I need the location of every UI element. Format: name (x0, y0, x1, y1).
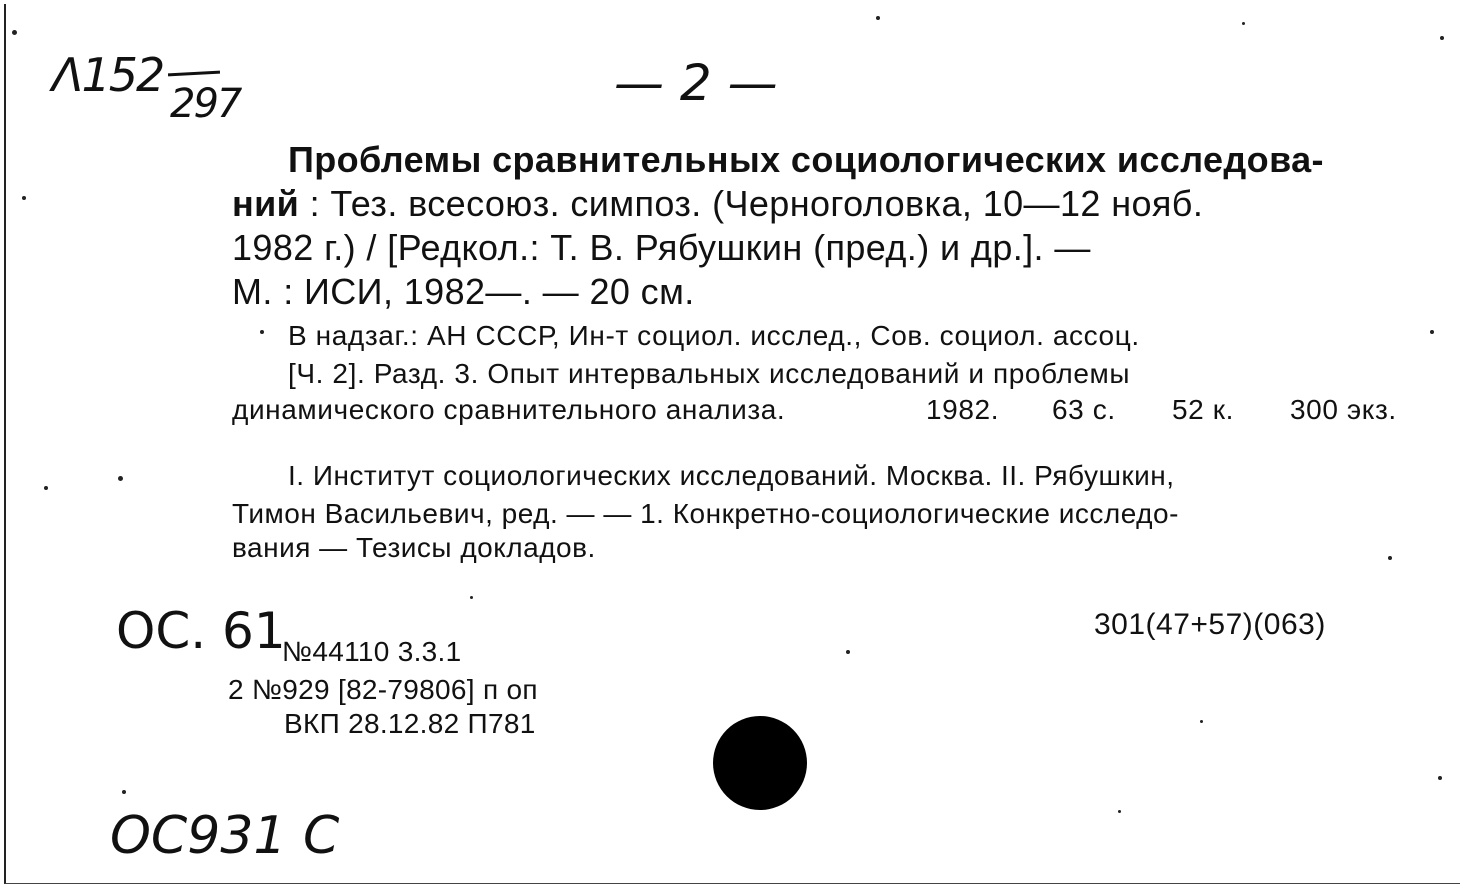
handwritten-shelf-code: OC. 61 (116, 602, 286, 660)
shelfmark-sub: 297 (170, 81, 241, 127)
scan-speck (12, 30, 17, 35)
note-copies: 300 экз. (1290, 394, 1397, 425)
catalog-line-1: №44110 3.3.1 (282, 636, 462, 667)
note-pages: 63 с. (1052, 394, 1116, 425)
note-line-1: В надзаг.: АН СССР, Ин-т социол. исслед., Сов. социол. ассоц. (288, 320, 1140, 351)
scan-speck (1440, 36, 1444, 40)
catalog-line-3: ВКП 28.12.82 П781 (284, 708, 536, 739)
scan-speck (1118, 810, 1121, 813)
scan-speck (118, 476, 123, 481)
note-price: 52 к. (1172, 394, 1234, 425)
note-line-3: динамического сравнительного анализа. (232, 394, 786, 425)
handwritten-bottom-code: OC931 C (110, 806, 340, 866)
tracing-line-2: Тимон Васильевич, ред. — — 1. Конкретно-социологические исследо- (232, 498, 1179, 529)
title-line-2-bold: ний (232, 183, 300, 224)
tracing-line-1: I. Институт социологических исследований. Москва. II. Рябушкин, (288, 460, 1175, 491)
scan-speck (470, 596, 473, 599)
shelfmark-fraction-bar (168, 71, 220, 77)
scan-speck (1430, 330, 1434, 334)
title-line-2 (232, 183, 1204, 224)
udc-code: 301(47+57)(063) (1094, 608, 1326, 641)
scan-speck (876, 16, 880, 20)
shelfmark-main: Λ152 (52, 48, 164, 102)
card-number: — 2 — (614, 54, 778, 112)
title-line-2-rest: : Тез. всесоюз. симпоз. (Черноголовка, 10—12 нояб. (299, 183, 1204, 224)
scan-speck (846, 650, 850, 654)
title-line-3: 1982 г.) / [Редкол.: Т. В. Рябушкин (пред.) и др.]. — (232, 227, 1091, 268)
scan-speck (1388, 556, 1392, 560)
scan-speck (1438, 776, 1442, 780)
scan-speck (260, 330, 264, 334)
scan-speck (1200, 720, 1203, 723)
tracing-line-3: вания — Тезисы докладов. (232, 532, 596, 563)
note-line-2: [Ч. 2]. Разд. 3. Опыт интервальных исследований и проблемы (288, 358, 1131, 389)
scan-speck (44, 486, 48, 490)
title-line-4: М. : ИСИ, 1982—. — 20 см. (232, 271, 695, 312)
title-line-1: Проблемы сравнительных социологических исследова- (288, 139, 1324, 180)
scan-speck (1242, 22, 1245, 25)
scan-speck (22, 196, 26, 200)
punch-hole (713, 716, 807, 810)
note-year: 1982. (926, 394, 1000, 425)
handwritten-shelfmark (52, 48, 164, 102)
catalog-line-2: 2 №929 [82-79806] п оп (228, 674, 538, 705)
scan-speck (122, 790, 126, 794)
